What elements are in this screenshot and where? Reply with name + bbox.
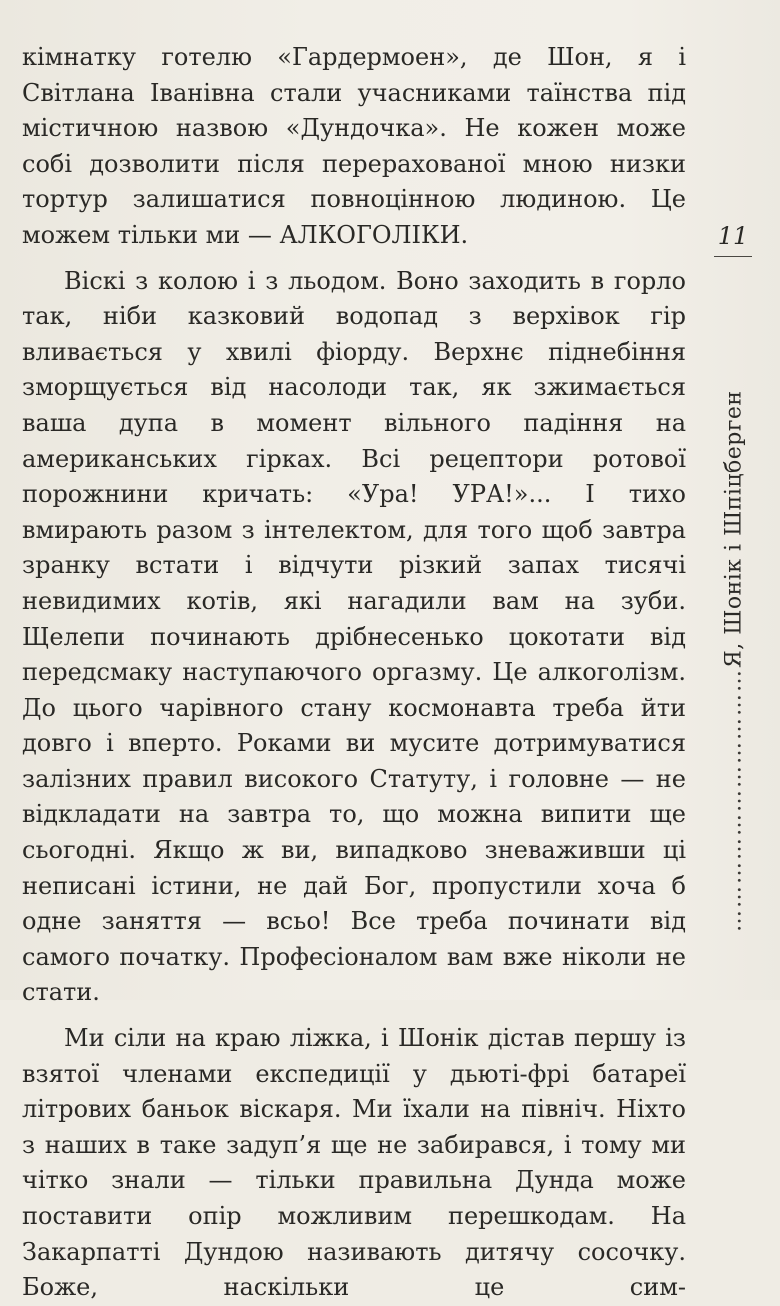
body-text	[22, 40, 686, 1306]
running-head-title: Я, Шонік і Шпіцберген	[721, 390, 747, 668]
margin-rail	[708, 222, 758, 942]
running-head-leader: ……………………………	[721, 668, 747, 932]
paragraph-3: Ми сіли на краю ліжка, і Шонік дістав першу із взятої членами експедиції у дьюті-фрі батареї літрових баньок віскаря. Ми їхали на північ. Ніхто з наших в таке задуп’я ще не забирався, і тому ми чітко знали — тільки правильна Дунда може поставити опір можливим перешкодам. На Закарпатті Дундою називають дитячу сосочку. Боже, наскільки це сим-	[22, 1024, 686, 1302]
paragraph-2: Віскі з колою і з льодом. Воно заходить в горло так, ніби казковий водопад з верхівок гір вливається у хвилі фіорду. Верхнє піднебіння зморщується від насолоди так, як зжимається ваша дупа в момент вільного падіння на американських гірках. Всі рецептори ротової порожнини кричать: «Ура! УРА!»... І тихо вмирають разом з інтелектом, для того щоб завтра зранку встати і відчути різкий запах тисячі невидимих котів, які нагадили вам на зуби. Щелепи починають дрібнесенько цокотати від передсмаку наступаючого оргазму. Це алкоголізм. До цього чарівного стану космонавта треба йти довго і вперто. Роками ви мусите дотримуватися залізних правил високого Статуту, і головне — не відкладати на завтра то, що можна випити ще сьогодні. Якщо ж ви, випадково зневаживши ці неписані істини, не дай Бог, пропустили хоча б одне заняття — всьо! Все треба починати від самого початку. Професіоналом вам вже ніколи не стати.	[22, 266, 686, 1007]
page-number-rule	[714, 256, 752, 257]
running-head	[720, 272, 748, 932]
paragraph-1: кімнатку готелю «Гардермоен», де Шон, я і Світлана Іванівна стали учасниками таїнства під містичною назвою «Дундочка». Не кожен може собі дозволити після перерахованої мною низки тортур залишатися повноцінною людиною. Це можем тільки ми — АЛКОГОЛІКИ.	[22, 43, 686, 249]
page-number: 11	[717, 222, 749, 250]
